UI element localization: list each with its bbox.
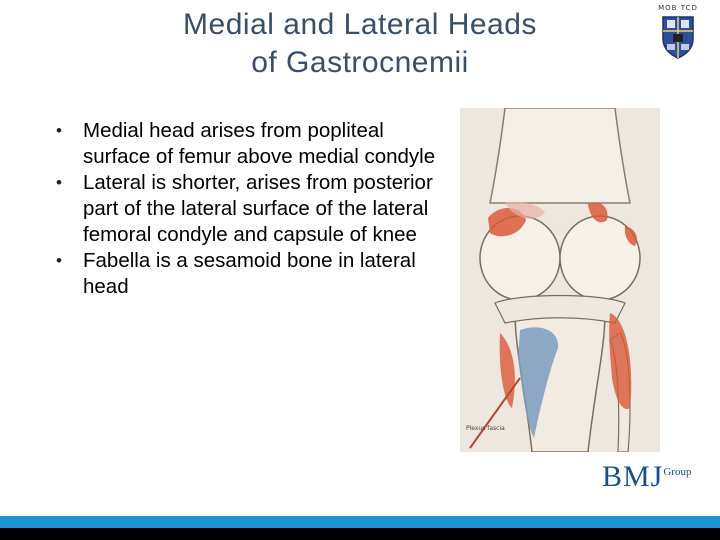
brand-suffix: Group	[663, 466, 692, 478]
bullet-list	[56, 118, 456, 300]
bullet-item	[56, 248, 456, 300]
knee-illustration	[460, 108, 660, 452]
brand-main: BMJ	[602, 460, 664, 493]
knee-anatomy-figure	[460, 108, 660, 452]
crest	[652, 4, 704, 59]
title-line-1: Medial and Lateral Heads	[183, 8, 537, 41]
bullet-item	[56, 170, 456, 248]
fibular-attachment	[609, 313, 631, 409]
bullet-item	[56, 118, 456, 170]
bullet-text: Medial head arises from popliteal surface of femur above medial condyle	[83, 119, 436, 168]
bullet-dot: •	[56, 251, 62, 270]
bullet-dot: •	[56, 121, 62, 140]
bullet-text: Lateral is shorter, arises from posterior part of the lateral surface of the lateral femoral condyle and capsule of knee	[83, 171, 433, 246]
shield-icon	[661, 15, 695, 59]
soleal-line	[470, 378, 520, 448]
footer-bar-blue	[0, 516, 720, 528]
bullet-dot: •	[56, 173, 62, 192]
bmj-group-logo	[602, 460, 691, 494]
footer-bar-black	[0, 528, 720, 540]
bullet-text: Fabella is a sesamoid bone in lateral head	[83, 249, 416, 298]
figure-caption: Plexus fascia	[466, 425, 505, 432]
femur-shaft	[490, 108, 630, 203]
title-line-2: of Gastrocnemii	[251, 46, 469, 79]
crest-label: MOB TCD	[658, 4, 698, 12]
slide-title	[120, 6, 600, 82]
